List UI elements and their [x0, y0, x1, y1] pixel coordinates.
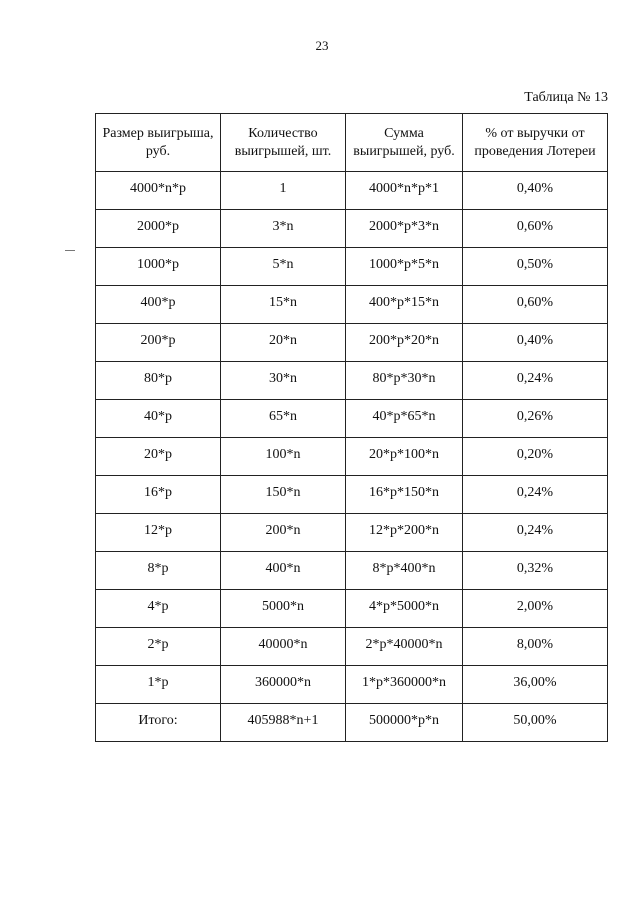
table-row [96, 248, 608, 286]
cell-prize-size: 12*p [96, 514, 221, 552]
cell-revenue-percent: 36,00% [463, 666, 608, 704]
cell-prize-size: 4*p [96, 590, 221, 628]
cell-prize-size: Итого: [96, 704, 221, 742]
cell-prize-size: 80*p [96, 362, 221, 400]
page-number: 23 [315, 38, 329, 53]
table-row [96, 590, 608, 628]
cell-prize-sum: 1000*p*5*n [346, 248, 463, 286]
cell-prize-count: 65*n [221, 400, 346, 438]
cell-prize-sum: 80*p*30*n [346, 362, 463, 400]
cell-prize-size: 2000*p [96, 210, 221, 248]
cell-revenue-percent: 0,20% [463, 438, 608, 476]
cell-revenue-percent: 8,00% [463, 628, 608, 666]
cell-prize-sum: 2*p*40000*n [346, 628, 463, 666]
header-prize-count: Количество выигрышей, шт. [221, 114, 346, 172]
table-header-row [96, 114, 608, 172]
cell-revenue-percent: 50,00% [463, 704, 608, 742]
table-caption: Таблица № 13 [524, 90, 608, 105]
cell-prize-count: 15*n [221, 286, 346, 324]
prize-table [95, 113, 608, 742]
cell-prize-count: 20*n [221, 324, 346, 362]
cell-prize-count: 3*n [221, 210, 346, 248]
cell-prize-size: 40*p [96, 400, 221, 438]
table-row [96, 628, 608, 666]
cell-prize-count: 5*n [221, 248, 346, 286]
cell-prize-size: 16*p [96, 476, 221, 514]
table-row [96, 400, 608, 438]
cell-revenue-percent: 0,40% [463, 172, 608, 210]
cell-prize-sum: 200*p*20*n [346, 324, 463, 362]
cell-prize-count: 5000*n [221, 590, 346, 628]
cell-prize-count: 400*n [221, 552, 346, 590]
table-row [96, 324, 608, 362]
cell-prize-size: 20*p [96, 438, 221, 476]
cell-prize-count: 100*n [221, 438, 346, 476]
table-row [96, 172, 608, 210]
header-prize-sum: Сумма выигрышей, руб. [346, 114, 463, 172]
cell-prize-sum: 20*p*100*n [346, 438, 463, 476]
cell-prize-size: 4000*n*p [96, 172, 221, 210]
header-prize-size: Размер выигрыша, руб. [96, 114, 221, 172]
cell-prize-size: 200*p [96, 324, 221, 362]
cell-prize-sum: 40*p*65*n [346, 400, 463, 438]
cell-prize-count: 405988*n+1 [221, 704, 346, 742]
cell-prize-count: 40000*n [221, 628, 346, 666]
cell-revenue-percent: 0,24% [463, 362, 608, 400]
cell-prize-sum: 4*p*5000*n [346, 590, 463, 628]
table-row [96, 286, 608, 324]
table-body [96, 172, 608, 742]
cell-revenue-percent: 2,00% [463, 590, 608, 628]
cell-revenue-percent: 0,50% [463, 248, 608, 286]
cell-prize-count: 360000*n [221, 666, 346, 704]
header-revenue-percent: % от выручки от проведения Лотереи [463, 114, 608, 172]
cell-revenue-percent: 0,60% [463, 210, 608, 248]
table-row [96, 552, 608, 590]
cell-revenue-percent: 0,40% [463, 324, 608, 362]
cell-revenue-percent: 0,24% [463, 514, 608, 552]
cell-prize-size: 1000*p [96, 248, 221, 286]
table-row [96, 362, 608, 400]
margin-mark [65, 250, 75, 251]
cell-revenue-percent: 0,26% [463, 400, 608, 438]
cell-prize-sum: 4000*n*p*1 [346, 172, 463, 210]
cell-prize-sum: 16*p*150*n [346, 476, 463, 514]
cell-prize-count: 30*n [221, 362, 346, 400]
cell-revenue-percent: 0,32% [463, 552, 608, 590]
cell-prize-size: 1*p [96, 666, 221, 704]
table-total-row [96, 704, 608, 742]
cell-prize-size: 2*p [96, 628, 221, 666]
table-row [96, 210, 608, 248]
cell-revenue-percent: 0,24% [463, 476, 608, 514]
table-row [96, 476, 608, 514]
table-row [96, 438, 608, 476]
cell-prize-sum: 1*p*360000*n [346, 666, 463, 704]
cell-prize-sum: 400*p*15*n [346, 286, 463, 324]
table-row [96, 514, 608, 552]
cell-revenue-percent: 0,60% [463, 286, 608, 324]
cell-prize-sum: 2000*p*3*n [346, 210, 463, 248]
cell-prize-count: 200*n [221, 514, 346, 552]
cell-prize-sum: 12*p*200*n [346, 514, 463, 552]
cell-prize-sum: 500000*p*n [346, 704, 463, 742]
cell-prize-sum: 8*p*400*n [346, 552, 463, 590]
cell-prize-size: 400*p [96, 286, 221, 324]
table-row [96, 666, 608, 704]
cell-prize-size: 8*p [96, 552, 221, 590]
cell-prize-count: 1 [221, 172, 346, 210]
cell-prize-count: 150*n [221, 476, 346, 514]
